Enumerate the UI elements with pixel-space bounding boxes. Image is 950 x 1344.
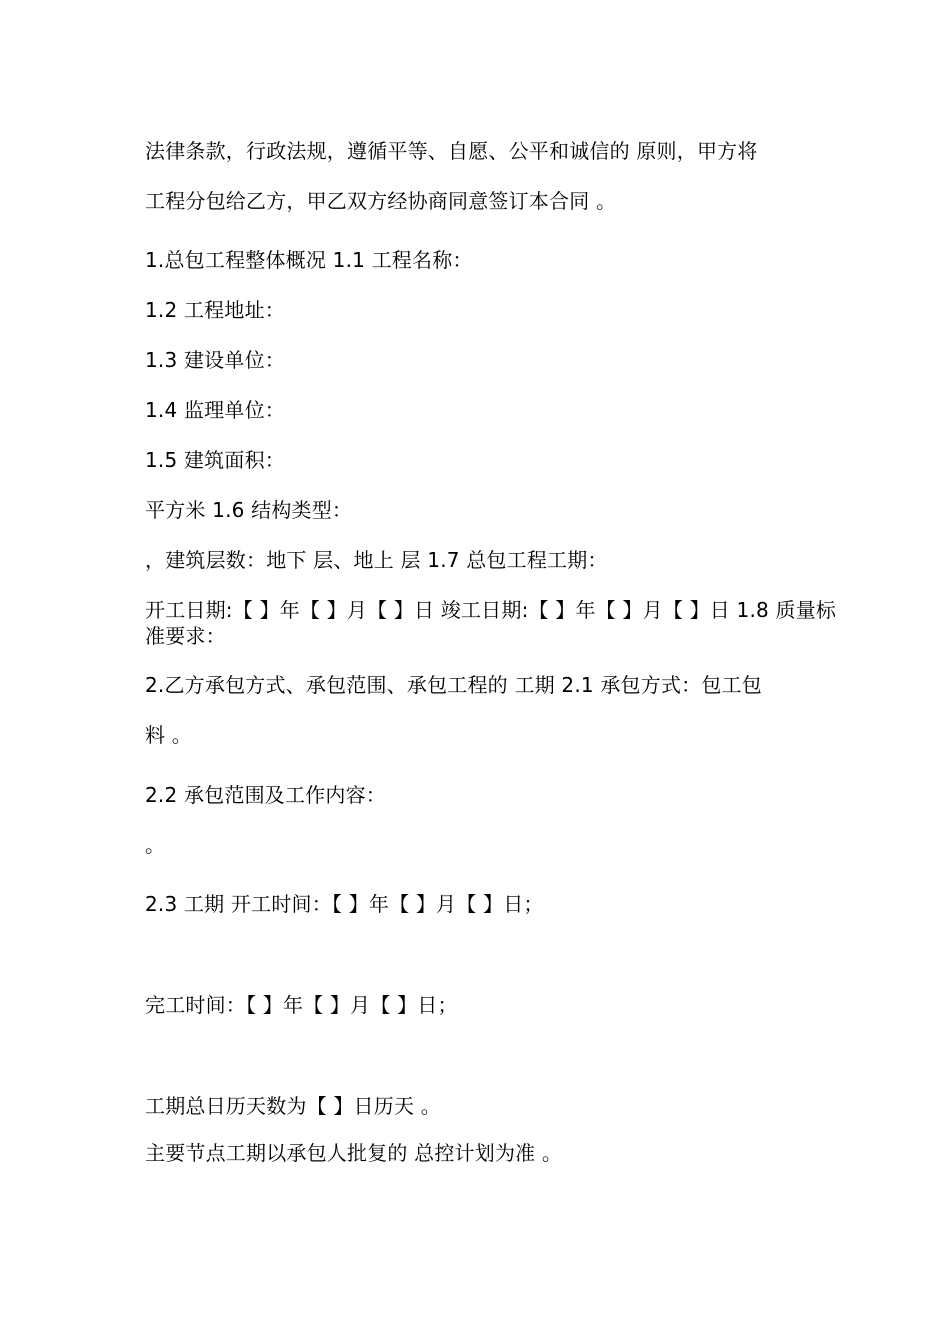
paragraph-line-2: 工程分包给乙方，甲乙双方经协商同意签订本合同 。 — [145, 189, 617, 213]
item-1-4-supervisor: 1.4 监理单位： — [145, 398, 285, 422]
item-floors-duration: ，建筑层数：地下 层、地上 层 1.7 总包工程工期： — [145, 548, 608, 572]
item-1-3-owner: 1.3 建设单位： — [145, 348, 285, 372]
item-dates-line-cont: 准要求： — [145, 624, 226, 648]
item-milestones: 主要节点工期以承包人批复的 总控计划为准 。 — [145, 1141, 563, 1165]
item-2-3-start: 2.3 工期 开工时间：【 】年【 】月【 】日； — [145, 892, 544, 916]
item-dates-line: 开工日期:【 】年【 】月【 】日 竣工日期:【 】年【 】月【 】日 1.8 质量标 — [145, 598, 837, 622]
item-2-2-scope: 2.2 承包范围及工作内容： — [145, 783, 386, 807]
item-1-6-structure: 平方米 1.6 结构类型： — [145, 498, 353, 522]
paragraph-line-1: 法律条款，行政法规，遵循平等、自愿、公平和诚信的 原则，甲方将 — [145, 139, 758, 163]
item-1-2-address: 1.2 工程地址： — [145, 298, 285, 322]
item-2-3-finish: 完工时间：【 】年【 】月【 】日； — [145, 993, 458, 1017]
item-total-days: 工期总日历天数为【 】日历天 。 — [145, 1094, 441, 1118]
section-1-heading: 1.总包工程整体概况 1.1 工程名称： — [145, 248, 473, 272]
section-2-heading: 2.乙方承包方式、承包范围、承包工程的 工期 2.1 承包方式：包工包 — [145, 673, 762, 697]
section-2-heading-cont: 料 。 — [145, 723, 192, 747]
item-2-2-scope-value: 。 — [145, 833, 166, 857]
item-1-5-area: 1.5 建筑面积： — [145, 448, 285, 472]
